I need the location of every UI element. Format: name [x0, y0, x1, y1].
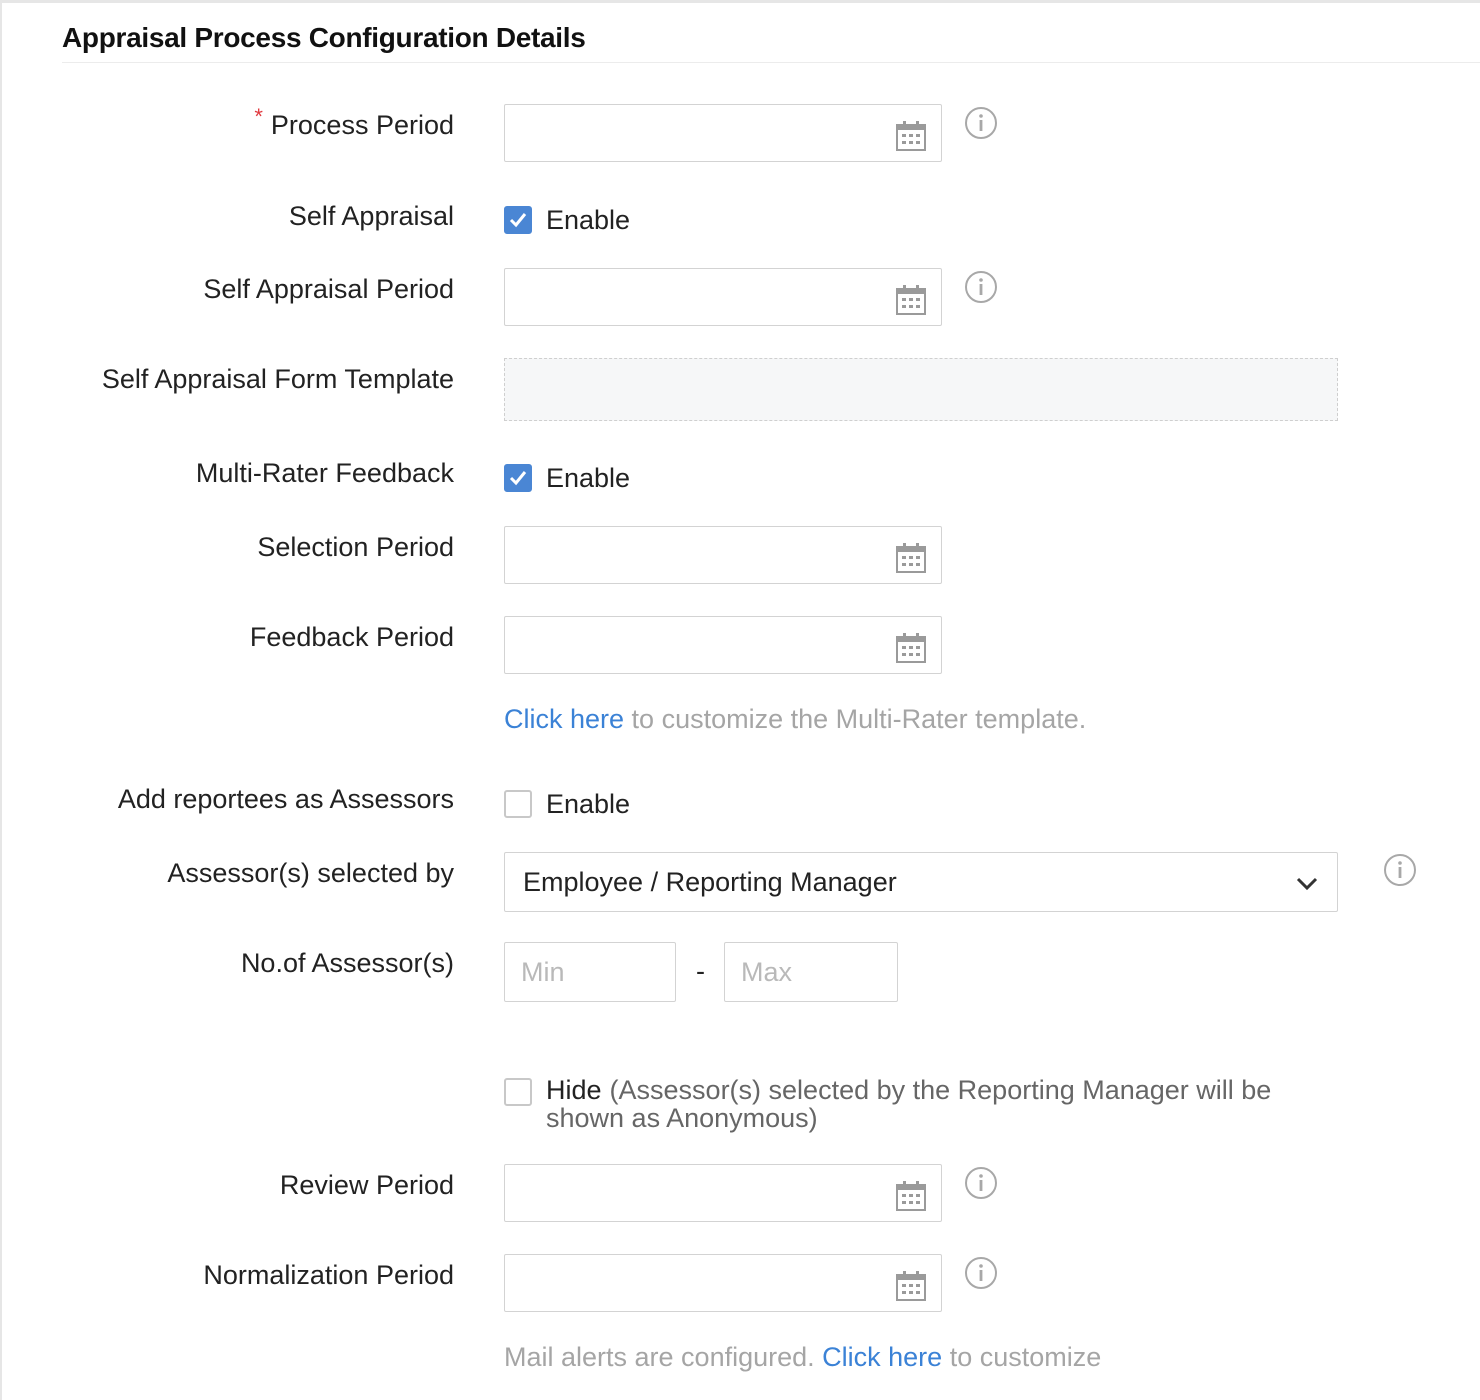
- no-of-assessors-label: No.of Assessor(s): [240, 948, 454, 978]
- feedback-period-label: Feedback Period: [249, 622, 454, 652]
- chevron-down-icon[interactable]: [1295, 873, 1319, 893]
- required-asterisk: *: [254, 104, 263, 129]
- review-period-label: Review Period: [279, 1170, 454, 1200]
- hide-assessors-row[interactable]: [504, 1076, 1304, 1132]
- calendar-icon[interactable]: [895, 542, 927, 574]
- self-appraisal-form-template-label: Self Appraisal Form Template: [101, 364, 454, 394]
- min-assessors-input[interactable]: [504, 942, 676, 1002]
- self-appraisal-option: Enable: [546, 204, 631, 235]
- left-border: [0, 0, 2, 1400]
- calendar-icon[interactable]: [895, 1270, 927, 1302]
- section-title: Appraisal Process Configuration Details: [62, 22, 586, 53]
- normalization-period-label: Normalization Period: [203, 1260, 454, 1290]
- add-reportees-label: Add reportees as Assessors: [117, 784, 454, 814]
- multi-rater-option: Enable: [546, 462, 631, 493]
- selection-period-input[interactable]: [504, 526, 942, 584]
- checkmark-icon: [508, 468, 528, 488]
- hide-assessors-checkbox[interactable]: [504, 1078, 532, 1106]
- calendar-icon[interactable]: [895, 284, 927, 316]
- customize-mail-alerts-link[interactable]: Click here: [822, 1342, 943, 1372]
- assessors-selected-by-select[interactable]: [504, 852, 1338, 912]
- process-period-label: * Process Period: [254, 104, 454, 140]
- section-divider: [62, 62, 1480, 63]
- top-border: [0, 0, 1480, 3]
- calendar-icon[interactable]: [895, 120, 927, 152]
- self-appraisal-checkbox[interactable]: [504, 206, 532, 234]
- self-appraisal-checkbox-row[interactable]: [504, 203, 630, 237]
- info-icon[interactable]: [1383, 853, 1417, 887]
- review-period-input[interactable]: [504, 1164, 942, 1222]
- normalization-period-input[interactable]: [504, 1254, 942, 1312]
- checkmark-icon: [508, 210, 528, 230]
- info-icon[interactable]: [964, 106, 998, 140]
- calendar-icon[interactable]: [895, 632, 927, 664]
- assessors-selected-by-label: Assessor(s) selected by: [167, 858, 454, 888]
- info-icon[interactable]: [964, 1166, 998, 1200]
- range-separator: -: [696, 956, 705, 986]
- selection-period-label: Selection Period: [257, 532, 454, 562]
- multi-rater-template-hint: Click here to customize the Multi-Rater template.: [504, 704, 1087, 734]
- multi-rater-feedback-label: Multi-Rater Feedback: [195, 458, 454, 488]
- self-appraisal-period-label: Self Appraisal Period: [203, 274, 454, 304]
- calendar-icon[interactable]: [895, 1180, 927, 1212]
- info-icon[interactable]: [964, 1256, 998, 1290]
- self-appraisal-label: Self Appraisal: [288, 201, 454, 231]
- multi-rater-checkbox-row[interactable]: [504, 461, 630, 495]
- process-period-input[interactable]: [504, 104, 942, 162]
- customize-multi-rater-link[interactable]: Click here: [504, 704, 625, 734]
- assessors-selected-by-value: Employee / Reporting Manager: [523, 867, 897, 897]
- self-appraisal-form-template-dropzone[interactable]: [504, 358, 1338, 421]
- self-appraisal-period-input[interactable]: [504, 268, 942, 326]
- mail-alerts-hint: Mail alerts are configured. Click here to customize: [504, 1342, 1102, 1372]
- max-assessors-input[interactable]: [724, 942, 898, 1002]
- add-reportees-option: Enable: [546, 788, 631, 819]
- add-reportees-checkbox-row[interactable]: [504, 787, 630, 821]
- info-icon[interactable]: [964, 270, 998, 304]
- add-reportees-checkbox[interactable]: [504, 790, 532, 818]
- multi-rater-checkbox[interactable]: [504, 464, 532, 492]
- hide-assessors-text: Hide (Assessor(s) selected by the Reporting Manager will be shown as Anonymous): [546, 1075, 1272, 1133]
- feedback-period-input[interactable]: [504, 616, 942, 674]
